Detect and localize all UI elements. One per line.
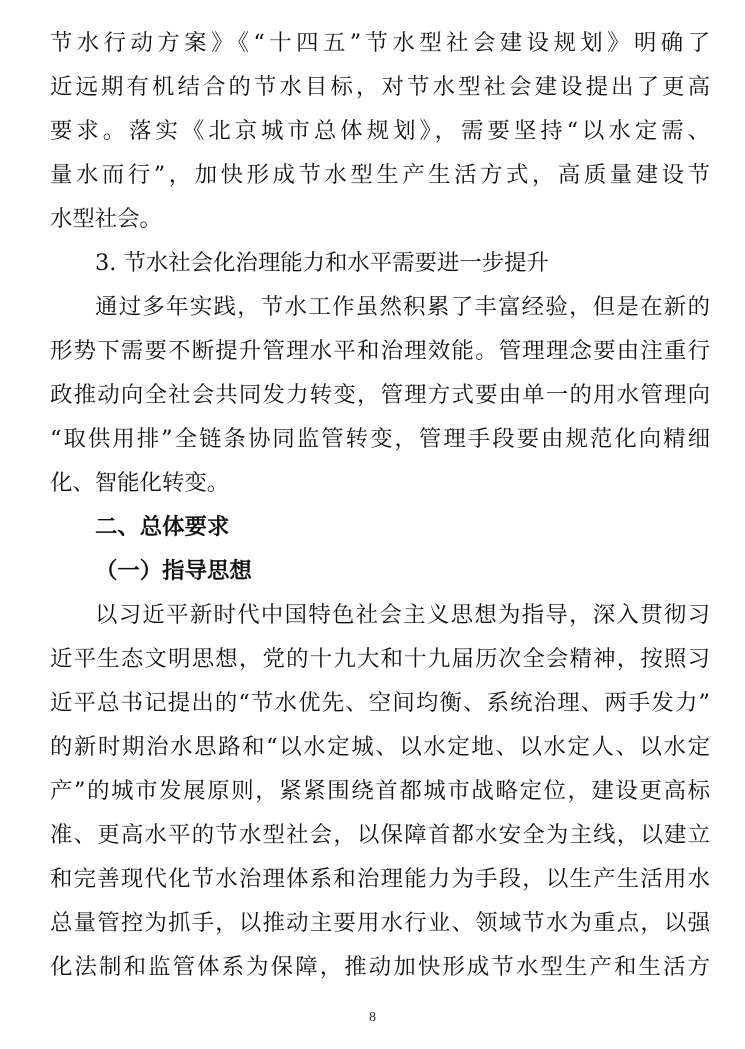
body-text-line: 近远期有机结合的节水目标，对节水型社会建设提出了更高 [50, 74, 710, 100]
subsection-heading: （一）指导思想 [95, 558, 252, 584]
body-text-line: 化、智能化转变。 [50, 470, 230, 496]
body-text-line: “取供用排”全链条协同监管转变，管理手段要由规范化向精细 [50, 426, 710, 452]
section-heading: 二、总体要求 [95, 514, 230, 540]
body-text-line: 和完善现代化节水治理体系和治理能力为手段，以生产生活用水 [50, 866, 710, 892]
body-text-line: 近平总书记提出的“节水优先、空间均衡、系统治理、两手发力” [50, 690, 710, 716]
body-text-line: 近平生态文明思想，党的十九大和十九届历次全会精神，按照习 [50, 646, 710, 672]
body-text-line: 政推动向全社会共同发力转变，管理方式要由单一的用水管理向 [50, 382, 710, 408]
section-subheading: 3. 节水社会化治理能力和水平需要进一步提升 [95, 250, 549, 276]
body-text-line: 化法制和监管体系为保障，推动加快形成节水型生产和生活方 [50, 954, 710, 980]
body-text-line: 形势下需要不断提升管理水平和治理效能。管理理念要由注重行 [50, 338, 710, 364]
body-text-line: 的新时期治水思路和“以水定城、以水定地、以水定人、以水定 [50, 734, 710, 760]
body-text-line: 水型社会。 [50, 206, 162, 232]
body-text-line: 量水而行”，加快形成节水型生产生活方式，高质量建设节 [50, 162, 710, 188]
body-text-line: 通过多年实践，节水工作虽然积累了丰富经验，但是在新的 [95, 294, 710, 320]
body-text-line: 总量管控为抓手，以推动主要用水行业、领域节水为重点，以强 [50, 910, 710, 936]
page-number: 8 [369, 1010, 376, 1025]
body-text-line: 节水行动方案》《“十四五”节水型社会建设规划》明确了 [50, 30, 710, 56]
body-text-line: 准、更高水平的节水型社会，以保障首都水安全为主线，以建立 [50, 822, 710, 848]
body-text-line: 产”的城市发展原则，紧紧围绕首都城市战略定位，建设更高标 [50, 778, 710, 804]
body-text-line: 要求。落实《北京城市总体规划》，需要坚持“以水定需、 [50, 118, 710, 144]
body-text-line: 以习近平新时代中国特色社会主义思想为指导，深入贯彻习 [95, 602, 710, 628]
